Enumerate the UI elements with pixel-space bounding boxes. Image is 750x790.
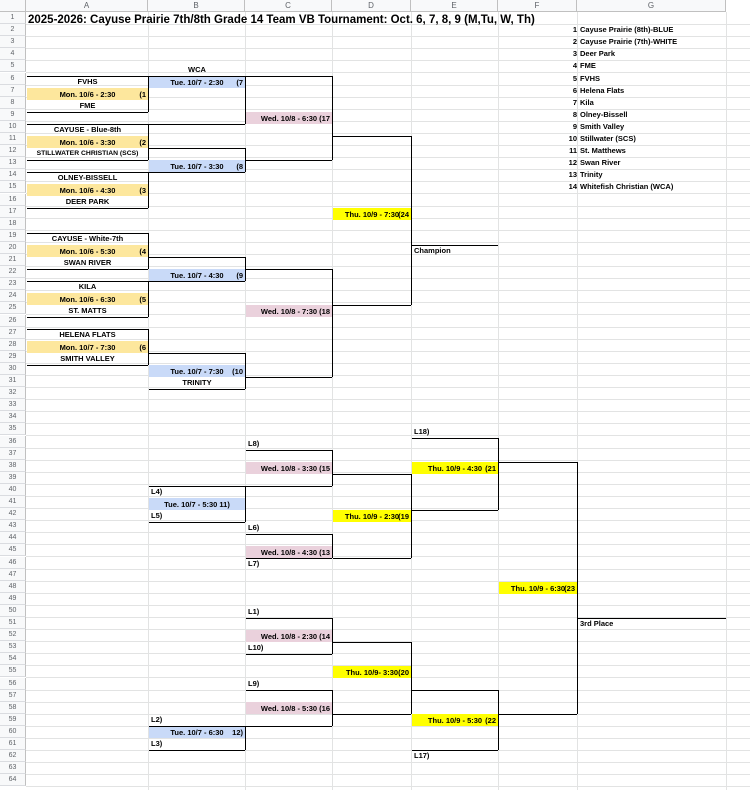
loser-label-l6[interactable]: L6)	[248, 523, 260, 532]
bracket-line	[245, 76, 246, 124]
gridline	[26, 121, 750, 122]
row-header[interactable]: 5	[0, 60, 26, 72]
gridline	[26, 60, 750, 61]
loser-label-l5[interactable]: L5)	[151, 511, 163, 520]
row-header[interactable]: 8	[0, 97, 26, 109]
sheet-title[interactable]: 2025-2026: Cayuse Prairie 7th/8th Grade 14 Team VB Tournament: Oct. 6, 7, 8, 9 (M,Tu, W, Th)	[28, 14, 535, 26]
row-header[interactable]: 4	[0, 48, 26, 60]
row-header[interactable]: 35	[0, 423, 26, 435]
bracket-line	[245, 486, 246, 522]
seed-entry[interactable]	[565, 74, 600, 83]
row-header[interactable]: 64	[0, 774, 26, 786]
gridline	[26, 605, 750, 606]
bracket-line	[332, 450, 333, 486]
row-header[interactable]: 18	[0, 218, 26, 230]
gridline	[26, 581, 750, 582]
gridline	[26, 569, 750, 570]
bracket-line	[149, 76, 245, 77]
team-deer-park[interactable]: DEER PARK	[65, 197, 110, 206]
row-header[interactable]: 61	[0, 738, 26, 750]
bracket-line	[332, 534, 333, 558]
row-header[interactable]: 36	[0, 436, 26, 448]
gridline	[26, 435, 750, 436]
column-header-a[interactable]: A	[26, 0, 148, 12]
row-header[interactable]: 25	[0, 302, 26, 314]
team-wca[interactable]: WCA	[188, 65, 206, 74]
bracket-line	[148, 76, 149, 112]
seed-team-name: Olney-Bissell	[580, 109, 628, 119]
game-20[interactable]: Thu. 10/9- 3:30 (20	[333, 666, 411, 678]
bracket-line	[27, 172, 148, 173]
bracket-line	[498, 690, 499, 750]
bracket-line	[27, 208, 148, 209]
seed-number: 10	[568, 134, 577, 143]
row-header[interactable]: 44	[0, 532, 26, 544]
gridline	[26, 702, 750, 703]
bracket-line	[148, 281, 149, 317]
seed-team-name: Swan River	[580, 158, 621, 168]
game-7[interactable]: Tue. 10/7 - 2:30 (7	[149, 76, 245, 88]
row-header[interactable]: 63	[0, 762, 26, 774]
row-header[interactable]: 53	[0, 641, 26, 653]
bracket-line	[27, 281, 148, 282]
game-12[interactable]: Tue. 10/7 - 6:30 12)	[149, 726, 245, 738]
row-header[interactable]: 14	[0, 169, 26, 181]
seed-entry[interactable]	[565, 110, 628, 119]
row-header[interactable]: 55	[0, 665, 26, 677]
gridline	[498, 12, 499, 790]
column-header-f[interactable]: F	[498, 0, 577, 12]
loser-label-l1[interactable]: L1)	[248, 607, 260, 616]
gridline	[26, 726, 750, 727]
bracket-line	[498, 438, 499, 510]
bracket-line	[246, 726, 332, 727]
bracket-line	[27, 365, 148, 366]
game-10[interactable]: Tue. 10/7 - 7:30 (10	[149, 365, 245, 377]
row-header[interactable]: 46	[0, 557, 26, 569]
seed-number: 13	[568, 170, 577, 180]
seed-entry[interactable]	[565, 158, 620, 167]
game-16[interactable]: Wed. 10/8 - 5:30 (16	[246, 702, 332, 714]
seed-number: 9	[572, 121, 577, 131]
row-header[interactable]: 1	[0, 12, 26, 24]
team-st-matts[interactable]: ST. MATTS	[68, 306, 107, 315]
row-header[interactable]: 49	[0, 593, 26, 605]
gridline	[26, 786, 750, 787]
gridline	[26, 399, 750, 400]
bracket-line	[333, 474, 411, 475]
bracket-line	[246, 618, 332, 619]
game-3[interactable]: Mon. 10/6 - 4:30 (3	[27, 184, 148, 196]
seed-entry[interactable]	[565, 37, 677, 46]
bracket-line	[149, 486, 245, 487]
row-header[interactable]: 54	[0, 653, 26, 665]
bracket-line	[246, 450, 332, 451]
row-header[interactable]: 21	[0, 254, 26, 266]
seed-number: 11	[569, 146, 577, 156]
gridline	[26, 544, 750, 545]
bracket-line	[27, 329, 148, 330]
seed-entry[interactable]	[565, 98, 594, 107]
bracket-line	[246, 558, 332, 559]
row-header[interactable]: 27	[0, 327, 26, 339]
seed-team-name: Whitefish Christian (WCA)	[580, 182, 674, 192]
seed-team-name: Helena Flats	[580, 85, 625, 95]
bracket-line	[246, 690, 332, 691]
bracket-line	[149, 257, 245, 258]
bracket-line	[27, 76, 148, 77]
seed-number: 14	[568, 182, 577, 192]
gridline	[26, 593, 750, 594]
game-9[interactable]: Tue. 10/7 - 4:30 (9	[149, 269, 245, 281]
gridline	[26, 411, 750, 412]
gridline	[26, 653, 750, 654]
bracket-line	[246, 76, 332, 77]
gridline	[26, 375, 750, 376]
row-header[interactable]: 32	[0, 387, 26, 399]
seed-team-name: FME	[580, 61, 596, 71]
seed-team-name: Kila	[580, 97, 594, 107]
gridline	[26, 762, 750, 763]
team-olney[interactable]: OLNEY-BISSELL	[57, 173, 118, 182]
row-header[interactable]: 38	[0, 460, 26, 472]
bracket-line	[246, 654, 332, 655]
seed-number: 1	[572, 25, 577, 35]
bracket-line	[27, 160, 148, 161]
bracket-line	[332, 76, 333, 160]
bracket-line	[411, 474, 412, 558]
seed-entry[interactable]	[565, 61, 596, 70]
bracket-line	[246, 534, 332, 535]
game-13[interactable]: Wed. 10/8 - 4:30 (13	[246, 546, 332, 558]
game-1[interactable]: Mon. 10/6 - 2:30 (1	[27, 88, 148, 100]
row-header[interactable]: 58	[0, 702, 26, 714]
bracket-line	[333, 136, 411, 137]
gridline	[26, 48, 750, 49]
row-header[interactable]: 39	[0, 472, 26, 484]
row-header[interactable]: 50	[0, 605, 26, 617]
bracket-line	[27, 269, 148, 270]
seed-entry[interactable]	[565, 49, 615, 58]
gridline	[26, 496, 750, 497]
loser-label-l9[interactable]: L9)	[248, 679, 260, 688]
seed-number: 6	[572, 85, 577, 95]
row-header[interactable]: 3	[0, 36, 26, 48]
row-header[interactable]: 34	[0, 411, 26, 423]
seed-entry[interactable]	[565, 146, 626, 155]
row-header[interactable]: 22	[0, 266, 26, 278]
bracket-line	[148, 329, 149, 365]
gridline	[26, 508, 750, 509]
row-header[interactable]: 33	[0, 399, 26, 411]
bracket-line	[499, 714, 577, 715]
row-header[interactable]: 47	[0, 569, 26, 581]
gridline	[26, 327, 750, 328]
loser-label-l10[interactable]: L10)	[248, 643, 264, 652]
bracket-line	[333, 642, 411, 643]
gridline	[26, 472, 750, 473]
row-header[interactable]: 51	[0, 617, 26, 629]
bracket-line	[149, 726, 245, 727]
game-4[interactable]: Mon. 10/6 - 5:30 (4	[27, 245, 148, 257]
seed-team-name: Cayuse Prairie (7th)-WHITE	[580, 37, 678, 47]
bracket-line	[149, 750, 245, 751]
row-header[interactable]: 56	[0, 678, 26, 690]
bracket-line	[577, 462, 578, 714]
loser-label-l8[interactable]: L8)	[248, 439, 260, 448]
gridline	[245, 12, 246, 790]
team-trinity[interactable]: TRINITY	[182, 378, 212, 387]
seed-entry[interactable]	[565, 170, 603, 179]
bracket-line	[246, 486, 332, 487]
bracket-line	[246, 269, 332, 270]
row-header[interactable]: 62	[0, 750, 26, 762]
row-header[interactable]: 40	[0, 484, 26, 496]
seed-entry[interactable]	[565, 86, 624, 95]
bracket-line	[149, 281, 245, 282]
bracket-line	[333, 305, 411, 306]
bracket-line	[412, 750, 498, 751]
game-17[interactable]: Wed. 10/8 - 6:30 (17	[246, 112, 332, 124]
row-header[interactable]: 41	[0, 496, 26, 508]
team-cayuse-blue[interactable]: CAYUSE - Blue-8th	[53, 125, 122, 134]
loser-label-l17[interactable]: L17)	[414, 751, 430, 760]
bracket-line	[245, 726, 246, 750]
row-header[interactable]: 45	[0, 544, 26, 556]
game-15[interactable]: Wed. 10/8 - 3:30 (15	[246, 462, 332, 474]
row-header[interactable]: 60	[0, 726, 26, 738]
game-11[interactable]: Tue. 10/7 - 5:30 11)	[149, 498, 245, 510]
row-header[interactable]: 15	[0, 181, 26, 193]
bracket-line	[333, 714, 411, 715]
bracket-line	[246, 160, 332, 161]
team-smith-valley[interactable]: SMITH VALLEY	[60, 354, 115, 363]
bracket-line	[411, 642, 412, 714]
seed-team-name: St. Matthews	[580, 146, 626, 156]
row-header[interactable]: 7	[0, 85, 26, 97]
row-header[interactable]: 24	[0, 290, 26, 302]
seed-team-name: Cayuse Prairie (8th)-BLUE	[580, 25, 674, 35]
seed-team-name: Stillwater (SCS)	[580, 134, 636, 143]
gridline	[26, 230, 750, 231]
gridline	[726, 12, 727, 790]
column-header-b[interactable]: B	[148, 0, 245, 12]
loser-label-l7[interactable]: L7)	[248, 559, 260, 568]
row-header[interactable]: 19	[0, 230, 26, 242]
row-header[interactable]: 28	[0, 339, 26, 351]
bracket-line	[499, 462, 577, 463]
column-header-g[interactable]: G	[577, 0, 726, 12]
seed-team-name: Deer Park	[580, 49, 616, 59]
bracket-line	[148, 233, 149, 269]
seed-number: 2	[572, 37, 577, 47]
loser-label-l2[interactable]: L2)	[151, 715, 163, 724]
gridline	[26, 460, 750, 461]
bracket-line	[246, 377, 332, 378]
game-23[interactable]: Thu. 10/9 - 6:30 (23	[499, 582, 577, 594]
row-header[interactable]: 23	[0, 278, 26, 290]
bracket-line	[333, 558, 411, 559]
row-header[interactable]: 30	[0, 363, 26, 375]
bracket-line	[332, 269, 333, 377]
seed-number: 8	[572, 109, 577, 119]
row-header[interactable]: 17	[0, 206, 26, 218]
row-header[interactable]: 52	[0, 629, 26, 641]
gridline	[26, 774, 750, 775]
bracket-line	[149, 522, 245, 523]
bracket-line	[412, 438, 498, 439]
team-cayuse-white[interactable]: CAYUSE - White-7th	[51, 234, 124, 243]
row-header[interactable]: 29	[0, 351, 26, 363]
bracket-line	[149, 172, 245, 173]
loser-label-l4[interactable]: L4)	[151, 487, 163, 496]
game-19[interactable]: Thu. 10/9 - 2:30 (19	[333, 510, 411, 522]
seed-number: 3	[572, 49, 577, 59]
bracket-line	[27, 112, 148, 113]
bracket-line	[578, 618, 726, 619]
game-18[interactable]: Wed. 10/8 - 7:30 (18	[246, 305, 332, 317]
gridline	[26, 423, 750, 424]
seed-entry[interactable]	[565, 25, 673, 34]
row-header[interactable]: 20	[0, 242, 26, 254]
gridline	[26, 750, 750, 751]
third-place-label[interactable]: 3rd Place	[580, 619, 614, 628]
champion-label[interactable]: Champion	[414, 246, 451, 255]
gridline	[26, 532, 750, 533]
game-22[interactable]: Thu. 10/9 - 5:30 (22	[412, 714, 498, 726]
team-kila[interactable]: KILA	[78, 282, 97, 291]
seed-team-name: Smith Valley	[580, 121, 625, 131]
bracket-line	[245, 353, 246, 389]
seed-team-name: Trinity	[580, 170, 603, 180]
column-header-c[interactable]: C	[245, 0, 332, 12]
gridline	[26, 690, 750, 691]
seed-entry[interactable]	[565, 134, 636, 143]
bracket-line	[149, 353, 245, 354]
gridline	[26, 387, 750, 388]
bracket-line	[412, 510, 498, 511]
row-header[interactable]: 10	[0, 121, 26, 133]
bracket-line	[148, 172, 149, 208]
seed-entry[interactable]	[565, 122, 624, 131]
bracket-line	[332, 690, 333, 726]
game-2[interactable]: Mon. 10/6 - 3:30 (2	[27, 136, 148, 148]
bracket-line	[332, 618, 333, 654]
game-14[interactable]: Wed. 10/8 - 2:30 (14	[246, 630, 332, 642]
gridline	[26, 169, 750, 170]
row-header[interactable]: 12	[0, 145, 26, 157]
seed-number: 5	[572, 73, 577, 83]
game-6[interactable]: Mon. 10/7 - 7:30 (6	[27, 341, 148, 353]
row-header[interactable]: 43	[0, 520, 26, 532]
column-header-d[interactable]: D	[332, 0, 411, 12]
row-header[interactable]: 37	[0, 448, 26, 460]
team-swan-river[interactable]: SWAN RIVER	[63, 258, 112, 267]
column-header-e[interactable]: E	[411, 0, 498, 12]
row-header[interactable]: 6	[0, 73, 26, 85]
team-fme[interactable]: FME	[79, 101, 96, 110]
loser-label-l3[interactable]: L3)	[151, 739, 163, 748]
game-24[interactable]: Thu. 10/9 - 7:30 (24	[333, 208, 411, 220]
row-header[interactable]: 48	[0, 581, 26, 593]
game-8[interactable]: Tue. 10/7 - 3:30 (8	[149, 160, 245, 172]
row-header[interactable]: 26	[0, 315, 26, 327]
bracket-line	[412, 690, 498, 691]
row-header[interactable]: 31	[0, 375, 26, 387]
loser-label-l18[interactable]: L18)	[414, 427, 430, 436]
bracket-line	[149, 124, 245, 125]
game-21[interactable]: Thu. 10/9 - 4:30 (21	[412, 462, 498, 474]
bracket-line	[149, 389, 245, 390]
bracket-line	[27, 317, 148, 318]
seed-number: 7	[572, 97, 577, 107]
bracket-line	[149, 148, 245, 149]
bracket-line	[412, 245, 498, 246]
bracket-line	[411, 136, 412, 305]
row-header[interactable]: 2	[0, 24, 26, 36]
gridline	[26, 738, 750, 739]
select-all-corner[interactable]	[0, 0, 26, 12]
gridline	[26, 448, 750, 449]
seed-number: 12	[568, 158, 577, 168]
team-stillwater[interactable]: STILLWATER CHRISTIAN (SCS)	[36, 150, 139, 157]
game-5[interactable]: Mon. 10/6 - 6:30 (5	[27, 293, 148, 305]
gridline	[26, 278, 750, 279]
bracket-line	[27, 233, 148, 234]
row-header[interactable]: 9	[0, 109, 26, 121]
row-header[interactable]: 42	[0, 508, 26, 520]
row-header[interactable]: 59	[0, 714, 26, 726]
bracket-line	[148, 124, 149, 160]
bracket-line	[27, 124, 148, 125]
row-header[interactable]: 57	[0, 690, 26, 702]
row-header[interactable]: 13	[0, 157, 26, 169]
gridline	[26, 484, 750, 485]
seed-team-name: FVHS	[580, 73, 601, 83]
team-fvhs[interactable]: FVHS	[77, 77, 98, 86]
row-header[interactable]: 16	[0, 194, 26, 206]
gridline	[26, 72, 750, 73]
seed-number: 4	[572, 61, 577, 71]
seed-entry[interactable]	[565, 182, 673, 191]
row-header[interactable]: 11	[0, 133, 26, 145]
team-helena-flats[interactable]: HELENA FLATS	[59, 330, 116, 339]
